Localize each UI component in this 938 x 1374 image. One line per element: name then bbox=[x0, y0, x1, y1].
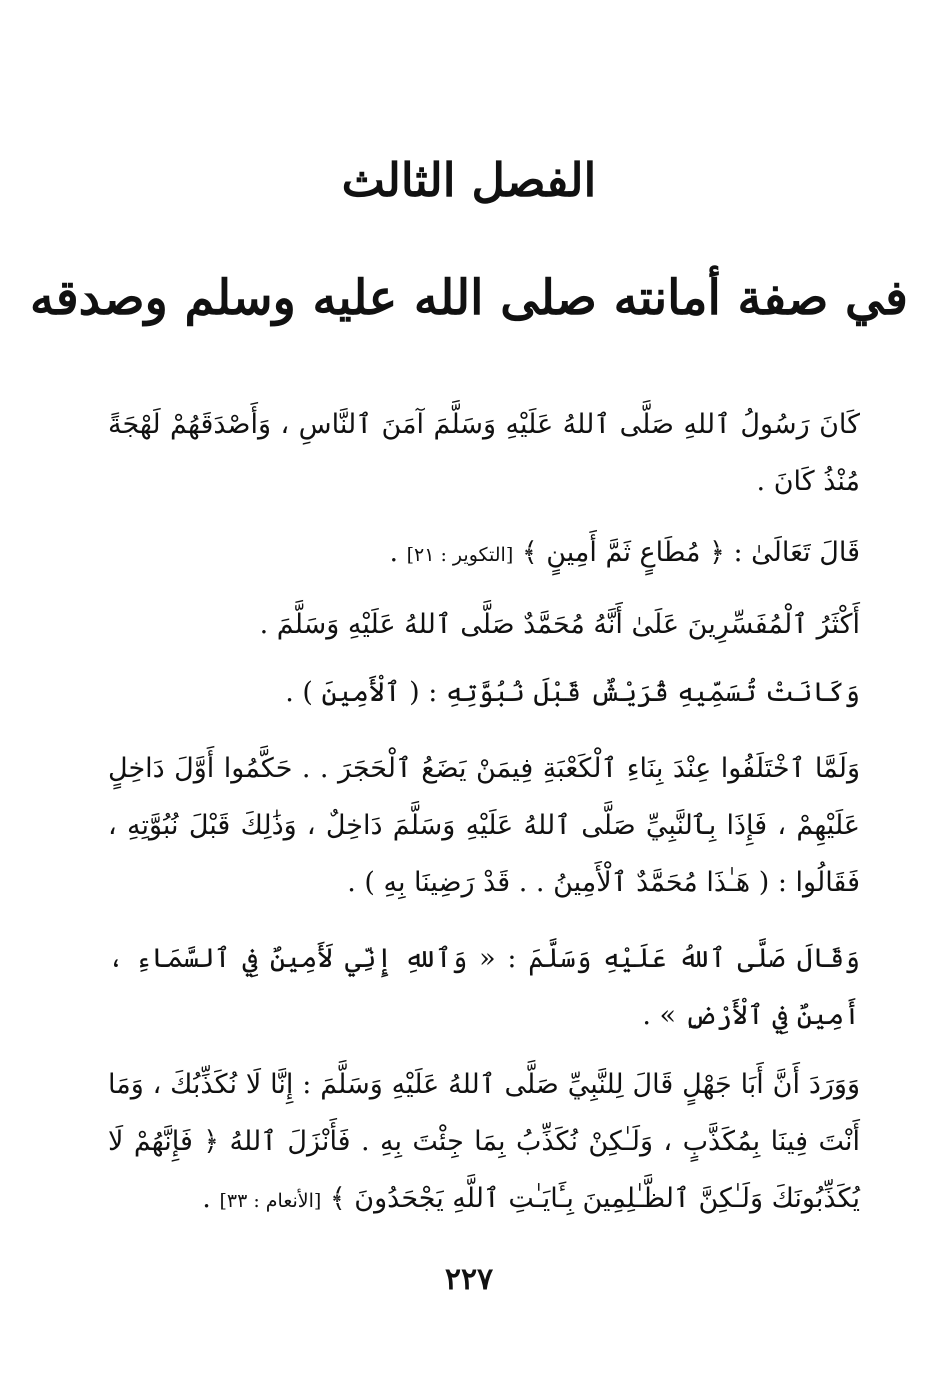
paragraph-6: وَقَالَ صَلَّى ٱللهُ عَلَيْهِ وَسَلَّمَ : « وَٱللهِ إِنِّي لَأَمِينٌ فِي ٱلسَّمَاءِ ، أَمِينٌ فِي ٱلْأَرْضِ » . bbox=[108, 943, 860, 1031]
paragraph-5: وَلَمَّا ٱخْتَلَفُوا عِنْدَ بِنَاءِ ٱلْكَعْبَةِ فِيمَنْ يَضَعُ ٱلْحَجَرَ . . حَكَّمُوا أَوَّلَ دَاخِلٍ عَلَيْهِمْ ، فَإِذَا بِٱلنَّبِيِّ صَلَّى ٱللهُ عَلَيْهِ وَسَلَّمَ دَاخِلٌ ، وَذَٰلِكَ قَبْلَ نُبُوَّتِهِ ، فَقَالُوا : ( هَـٰذَا مُحَمَّدٌ ٱلْأَمِينُ . . قَدْ رَضِينَا بِهِ ) . bbox=[108, 753, 860, 898]
paragraph-7-text: وَوَرَدَ أَنَّ أَبَا جَهْلٍ قَالَ لِلنَّبِيِّ صَلَّى ٱللهُ عَلَيْهِ وَسَلَّمَ : إِنَّا لَا نُكَذِّبُكَ ، وَمَا أَنْتَ فِينَا بِمُكَذَّبٍ ، وَلَـٰكِنْ نُكَذِّبُ بِمَا جِئْتَ بِهِ . فَأَنْزَلَ ٱللهُ ﴿ فَإِنَّهُمْ لَا يُكَذِّبُونَكَ وَلَـٰكِنَّ ٱلظَّـٰلِمِينَ بِـَٔايَـٰتِ ٱللَّهِ يَجْحَدُونَ ﴾ bbox=[108, 1069, 860, 1214]
paragraph-7-end: . bbox=[202, 1183, 220, 1214]
paragraph-2 bbox=[389, 524, 860, 584]
chapter-subtitle: في صفة أمانته صلى الله عليه وسلم وصدقه bbox=[30, 270, 908, 326]
paragraph-2-end: . bbox=[389, 537, 407, 568]
paragraph-3: أَكْثَرُ ٱلْمُفَسِّرِينَ عَلَىٰ أَنَّهُ مُحَمَّدٌ صَلَّى ٱللهُ عَلَيْهِ وَسَلَّمَ . bbox=[259, 609, 860, 640]
quran-reference: [الأنعام : ٣٣] bbox=[219, 1190, 322, 1212]
paragraph-1: كَانَ رَسُولُ ٱللهِ صَلَّى ٱللهُ عَلَيْهِ وَسَلَّمَ آمَنَ ٱلنَّاسِ ، وَأَصْدَقَهُمْ لَهْجَةً مُنْذُ كَانَ . bbox=[108, 409, 860, 497]
page-number: ٢٢٧ bbox=[444, 1262, 494, 1297]
paragraph-7 bbox=[108, 1056, 860, 1230]
quran-reference: [التكوير : ٢١] bbox=[406, 544, 514, 566]
paragraph-2-text: قَالَ تَعَالَىٰ : ﴿ مُطَاعٍ ثَمَّ أَمِينٍ ﴾ bbox=[521, 537, 860, 568]
chapter-title: الفصل الثالث bbox=[341, 153, 597, 207]
paragraph-4: وَكَانَتْ تُسَمِّيهِ قُرَيْشٌ قَبْلَ نُبُوَّتِهِ : ( ٱلْأَمِينَ ) . bbox=[285, 677, 860, 708]
